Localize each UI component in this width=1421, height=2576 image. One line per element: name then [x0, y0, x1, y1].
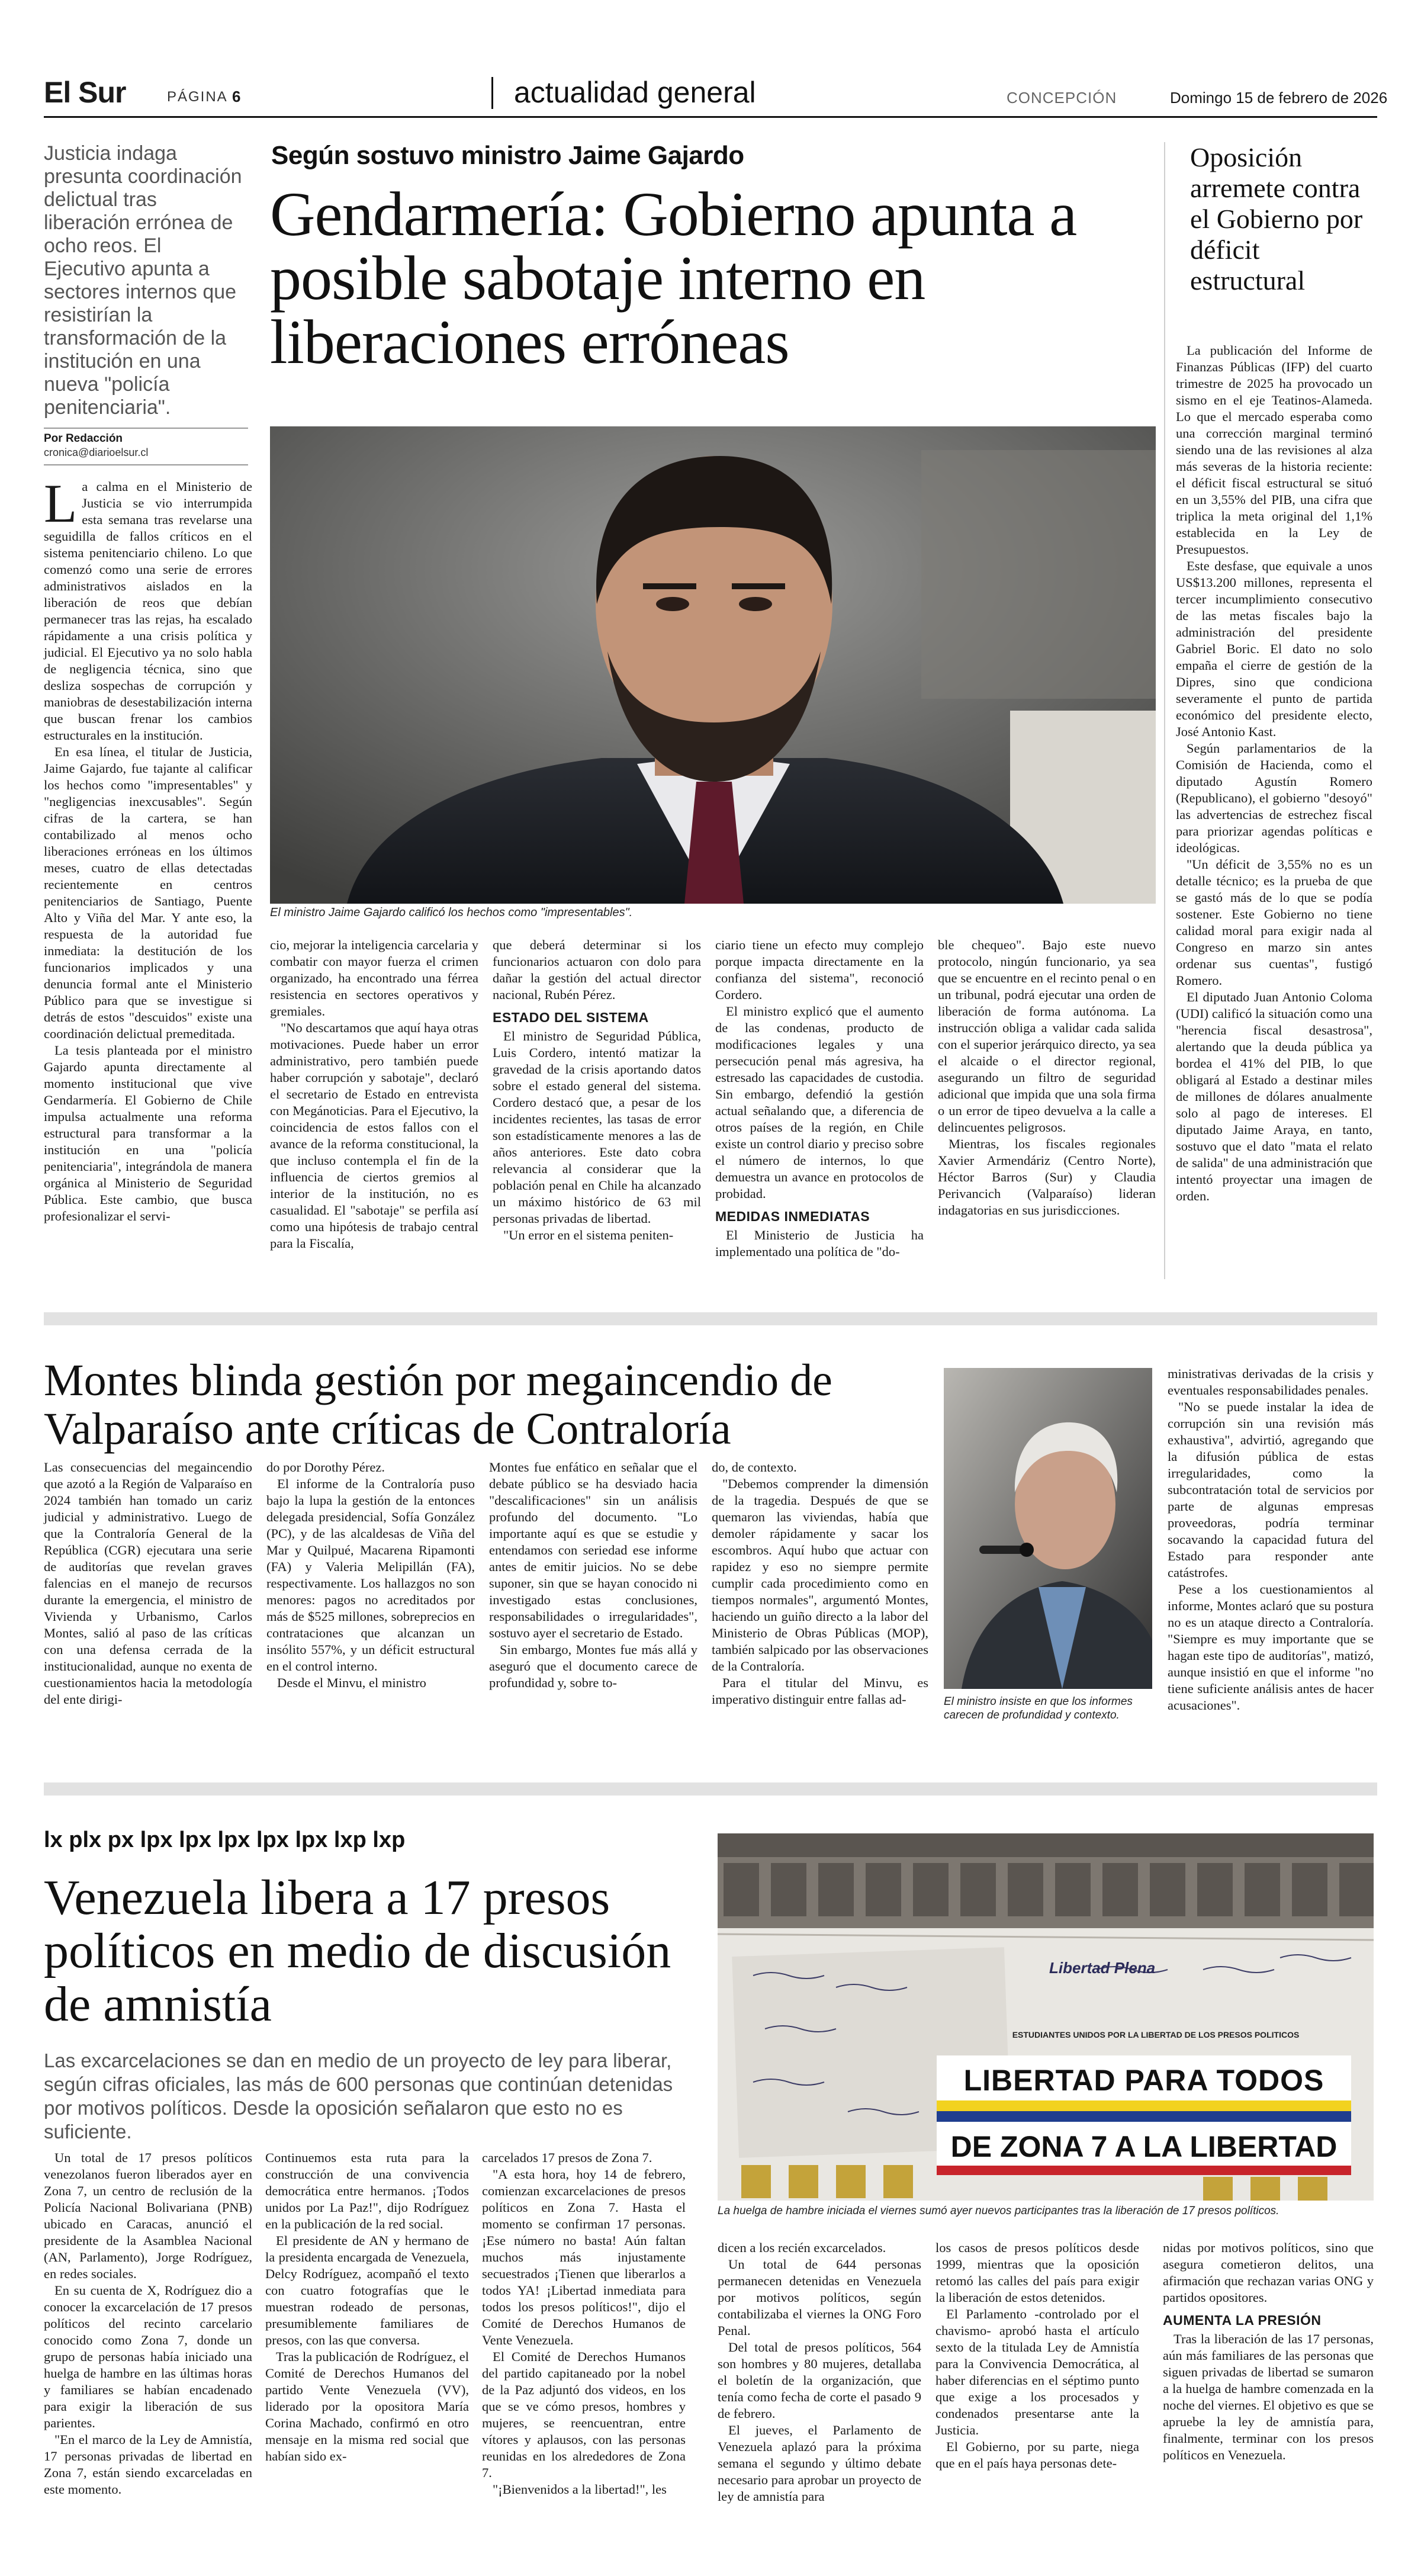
main-story-p5: "No descartamos que aquí haya otras motivaciones. Puede haber un error administrativo, pero también puede haber corrupción y sabotaje", declaró el secretario de Estado en entrevista con Megánoticias. Para el Ejecutivo, la coincidencia de estos fallos con el avance de la reforma constitucional, la que incluso contempla el fin de la influencia de ciertos gremios al interior de la institución, no es casualidad. El "sabotaje" se perfila así como una hipótesis de trabajo central para la Fiscalía, [270, 1020, 478, 1251]
subhead-aumenta-la-presion: AUMENTA LA PRESIÓN [1163, 2312, 1322, 2328]
montes-col-3 [489, 1459, 697, 1691]
venezuela-p15: los casos de presos políticos desde 1999, mientras que la oposición retomó las calles del país para exigir la liberación de estos detenidos. [935, 2240, 1139, 2305]
montes-col-2 [266, 1459, 475, 1691]
gajardo-photo [270, 426, 1156, 904]
venezuela-p3: "En el marco de la Ley de Amnistía, 17 personas privadas de libertad en Zona 7, están siendo excarceladas en este momento. [44, 2432, 252, 2497]
side-story-headline: Oposición arremete contra el Gobierno por déficit estructural [1190, 142, 1363, 295]
side-story-p2: Este desfase, que equivale a unos US$13.200 millones, representa el tercer incumplimiento consecutivo de las metas fiscales bajo la administración del presidente Gabriel Boric. El dato no solo empaña el cierre de gestión de la Dipres, sino que condiciona severamente el punto de partida económico del presidente electo, José Antonio Kast. [1176, 558, 1372, 739]
main-story-p8: "Un error en el sistema peniten- [503, 1228, 674, 1242]
masthead-section: actualidad general [514, 76, 756, 109]
venezuela-p11: dicen a los recién excarcelados. [718, 2240, 886, 2255]
main-story-p3: La tesis planteada por el ministro Gajardo apunta directamente al momento institucional que vive Gendarmería. El Gobierno de Chile impulsa actualmente una reforma estructural para transformar a la institución en una "policía penitenciaria", integrándola de manera orgánica al Ministerio de Seguridad Pública. Este cambio, que busca profesionalizar el servi- [44, 1043, 252, 1223]
main-story-p12: ble chequeo". Bajo este nuevo protocolo, ningún funcionario, ya sea que se encuentre en el recinto penal o en un tribunal, podrá ejecutar una orden de liberación de forma autónoma. La instrucción obliga a validar cada salida con el superior jerárquico directo, ya sea el alcaide o el director regional, asegurando un filtro de seguridad adicional que impida que una sola firma o un error de tipeo devuelva a la calle a delincuentes peligrosos. [938, 937, 1156, 1135]
banner-libertad-para-todos: LIBERTAD PARA TODOS [963, 2064, 1324, 2097]
venezuela-protest-photo [718, 1833, 1374, 2201]
venezuela-p1: Un total de 17 presos políticos venezolanos fueron liberados ayer en Zona 7, un centro de reclusión de la Policía Nacional Bolivariana (PNB) ubicado en Caracas, anunció el presidente de la Asamblea Nacional (AN, Parlamento), Jorge Rodríguez, en redes sociales. [44, 2150, 252, 2281]
venezuela-p10: "¡Bienvenidos a la libertad!", les [493, 2482, 667, 2497]
main-story-col-4 [715, 937, 924, 1260]
venezuela-col-1 [44, 2150, 252, 2498]
venezuela-p13: Del total de presos políticos, 564 son hombres y 80 mujeres, detallaba el boletín de la organización, que tenía como fecha de corte el pasado 9 de febrero. [718, 2340, 921, 2421]
montes-p4: Desde el Minvu, el ministro [277, 1675, 426, 1690]
byline-label: Por Redacción [44, 432, 123, 445]
venezuela-col-4 [718, 2240, 921, 2505]
masthead-divider [491, 77, 493, 109]
venezuela-p12: Un total de 644 personas permanecen detenidas en Venezuela por motivos políticos, según contabilizaba el viernes la ONG Foro Penal. [718, 2257, 921, 2338]
section-separator-1 [44, 1312, 1377, 1325]
side-story-p4: "Un déficit de 3,55% no es un detalle técnico; es la prueba de que se gastó más de lo que se podía sostener. Este Gobierno no tiene calidad moral para exigir nada al Congreso en marzo sin antes ordenar sus cuentas", fustigó Romero. [1176, 857, 1372, 988]
main-story-p6: que deberá determinar si los funcionarios actuaron con dolo para dañar la gestión del actual director nacional, Rubén Pérez. [493, 937, 701, 1002]
side-story-p5: El diputado Juan Antonio Coloma (UDI) calificó la situación como una "herencia fiscal desastrosa", alertando que la deuda pública ya bordea el 41% del PIB, lo que obligará al Estado a destinar miles de millones de dólares anualmente solo al pago de intereses. El diputado Jaime Araya, en tanto, sostuvo que el dato "mata el relato de salida" de una administración que intentó proyectar una imagen de orden. [1176, 990, 1372, 1203]
venezuela-p7: carcelados 17 presos de Zona 7. [482, 2150, 652, 2165]
summary-divider [44, 428, 248, 429]
venezuela-p6: Tras la publicación de Rodríguez, el Comité de Derechos Humanos del partido Vente Venezuela (VV), liderado por la opositora María Corina Machado, confirmó en otro mensaje en la misma red social que habían sido ex- [265, 2349, 469, 2463]
venezuela-p16: El Parlamento -controlado por el chavismo- aprobó hasta el artículo sexto de la titulada Ley de Amnistía para la Convivencia Democrática, al haber diferencias en el séptimo punto que exige a los procesados y condenados presentarse ante la Justicia. [935, 2307, 1139, 2437]
byline-email: cronica@diarioelsur.cl [44, 447, 149, 458]
venezuela-kicker: lx plx px lpx lpx lpx lpx lpx lxp lxp [44, 1827, 406, 1852]
subhead-estado-del-sistema: ESTADO DEL SISTEMA [493, 1010, 649, 1025]
venezuela-col-2 [265, 2150, 469, 2465]
montes-p7: do, de contexto. [712, 1460, 797, 1475]
gajardo-photo-caption: El ministro Jaime Gajardo calificó los hechos como "impresentables". [270, 906, 633, 919]
masthead-paper-name: El Sur [44, 76, 126, 109]
venezuela-p5: El presidente de AN y hermano de la presidenta encargada de Venezuela, Delcy Rodríguez, acompañó el texto con cuatro fotografías que le muestran rodeado de personas, presumiblemente familiares de presos, con las que conversa. [265, 2233, 469, 2347]
masthead-date: Domingo 15 de febrero de 2026 [1170, 89, 1388, 107]
venezuela-photo-caption: La huelga de hambre iniciada el viernes sumó ayer nuevos participantes tras la liberación de 17 presos políticos. [718, 2205, 1279, 2217]
main-story-col-1 [44, 473, 252, 1225]
side-story-p1: La publicación del Informe de Finanzas Públicas (IFP) del cuarto trimestre de 2025 ha provocado un sismo en el eje Teatinos-Alameda. Lo que el mercado esperaba como una corrección marginal terminó siendo una de las revisiones al alza más severas de la historia reciente: el déficit fiscal estructural se situó en un 3,55% del PIB, una cifra que triplica la meta original del 1,1% establecida en la Ley de Presupuestos. [1176, 343, 1372, 557]
masthead-rule [44, 116, 1377, 118]
masthead-page-number: 6 [232, 88, 241, 105]
montes-col-4 [712, 1459, 928, 1708]
venezuela-col-6 [1163, 2240, 1374, 2463]
venezuela-p19: Tras la liberación de las 17 personas, aún más familiares de las personas que siguen privadas de libertad se sumaron a la huelga de hambre comenzada en la noche del viernes. El objetivo es que se apruebe la ley de amnistía para, finalmente, terminar con los presos políticos en Venezuela. [1163, 2331, 1374, 2462]
byline-divider [44, 464, 248, 465]
banner-libertad-plena: Libertad Plena [1049, 1959, 1156, 1977]
montes-portrait-image [944, 1368, 1152, 1689]
side-story-p3: Según parlamentarios de la Comisión de Hacienda, como el diputado Agustín Romero (Republicano), el gobierno "desoyó" las advertencias de estrechez fiscal para priorizar agendas políticas e ideológicas. [1176, 741, 1372, 855]
main-story-p10: El ministro explicó que el aumento de las condenas, producto de modificaciones legales y una persecución penal más agresiva, ha estresado las capacidades de custodia. Sin embargo, defendió la gestión actual señalando que, a diferencia de otros países de la región, en Chile existe un control diario y preciso sobre el número de internos, lo que demuestra un avance en protocolos de probidad. [715, 1004, 924, 1201]
montes-photo [944, 1368, 1152, 1689]
venezuela-p18: nidas por motivos políticos, sino que asegura cometieron delitos, una afirmación que rechazan varias ONG y partidos opositores. [1163, 2240, 1374, 2305]
story-headline: Gendarmería: Gobierno apunta a posible sabotaje interno en liberaciones erróneas [270, 179, 1077, 377]
montes-p12: Pese a los cuestionamientos al informe, Montes aclaró que su postura no es un ataque directo a Contraloría. "Siempre es muy importante que se hagan este tipo de auditorías", matizó, aunque insistió en que el informe "no tiene suficiente análisis antes de hacer acusaciones". [1168, 1582, 1374, 1713]
venezuela-p14: El jueves, el Parlamento de Venezuela aplazó para la próxima semana el segundo y último debate necesario para aprobar un proyecto de ley de amnistía para [718, 2423, 921, 2504]
venezuela-p17: El Gobierno, por su parte, niega que en el país haya personas dete- [935, 2439, 1139, 2471]
montes-p8: "Debemos comprender la dimensión de la tragedia. Después de que se quemaron las viviendas, había que demoler rápidamente y sacar los escombros. Aquí hubo que actuar con rapidez y eso no siempre permite cumplir cada procedimiento como en tiempos normales", argumentó Montes, haciendo un guiño directo a la labor del Ministerio de Obras Públicas (MOP), también salpicado por las observaciones de la Contraloría. [712, 1476, 928, 1674]
section-separator-2 [44, 1782, 1377, 1796]
venezuela-p2: En su cuenta de X, Rodríguez dio a conocer la excarcelación de 17 presos políticos del recinto carcelario conocido como Zona 7, donde un grupo de personas había iniciado una huelga de hambre en las últimas horas y familiares se habían encadenado para exigir la liberación de sus parientes. [44, 2283, 252, 2430]
subhead-medidas-inmediatas: MEDIDAS INMEDIATAS [715, 1209, 870, 1224]
venezuela-p4: Continuemos esta ruta para la construcción de una convivencia democrática entre hermanos. ¡Todos unidos por La Paz!", dijo Rodríguez en la publicación de la red social. [265, 2150, 469, 2231]
summary-lede: Justicia indaga presunta coordinación delictual tras liberación errónea de ocho reos. El Ejecutivo apunta a sectores internos que resistirían la transformación de la institución en una nueva "policía penitenciaria". [44, 142, 242, 419]
montes-p9: Para el titular del Minvu, es imperativo distinguir entre fallas ad- [712, 1675, 928, 1707]
montes-p2: do por Dorothy Pérez. [266, 1460, 385, 1475]
main-story-p7: El ministro de Seguridad Pública, Luis Cordero, intentó matizar la gravedad de la crisis aportando datos sobre el estado general del sistema. Cordero destacó que, a pesar de los incidentes recientes, las tasas de error son estadísticamente menores a las de años anteriores. Este dato cobra relevancia al considerar que la población penal en Chile ha alcanzado un máximo histórico de 63 mil personas privadas de libertad. [493, 1029, 701, 1226]
main-story-p13: Mientras, los fiscales regionales Xavier Armendáriz (Centro Norte), Héctor Barros (Sur) y Claudia Perivancich (Valparaíso) lideran indagatorias en sus jurisdicciones. [938, 1136, 1156, 1218]
venezuela-deck: Las excarcelaciones se dan en medio de un proyecto de ley para liberar, según cifras oficiales, las más de 600 personas que continúan detenidas por motivos políticos. Desde la oposición señalaron que esto no es suficiente. [44, 2050, 673, 2143]
venezuela-col-3 [482, 2150, 686, 2498]
montes-p5: Montes fue enfático en señalar que el debate público se ha desviado hacia "descalificaciones" sin un análisis profundo del documento. "Lo importante aquí es que se estudie y entendamos con seriedad ese informe antes de emitir juicios. No se debe suponer, sin que se hayan conocido ni investigado estas conclusiones, responsabilidades o irregularidades", sostuvo ayer el secretario de Estado. [489, 1460, 697, 1640]
banner-students-line: ESTUDIANTES UNIDOS POR LA LIBERTAD DE LOS PRESOS POLITICOS [1012, 2030, 1300, 2039]
montes-p6: Sin embargo, Montes fue más allá y aseguró que el documento carece de profundidad y, sobre to- [489, 1642, 697, 1690]
venezuela-p9: El Comité de Derechos Humanos del partido capitaneado por la nobel de la Paz adjuntó dos videos, en los que se ve cómo presos, hombres y mujeres, se reencuentran, entre vítores y aplausos, con las personas reunidas en los alrededores de Zona 7. [482, 2349, 686, 2480]
main-story-col-5 [938, 937, 1156, 1219]
main-story-p11: El Ministerio de Justicia ha implementado una política de "do- [715, 1228, 924, 1259]
venezuela-p8: "A esta hora, hoy 14 de febrero, comienzan excarcelaciones de presos políticos en Zona 7. Hasta el momento se confirman 17 personas. ¡Ese número no basta! Aún faltan muchos más injustamente secuestrados ¡Tienen que liberarlos a todos YA! ¡Libertad inmediata para todos los presos políticos!", dijo el Comité de Derechos Humanos de Vente Venezuela. [482, 2167, 686, 2347]
side-story-body [1176, 342, 1372, 1205]
montes-p1: Las consecuencias del megaincendio que azotó a la Región de Valparaíso en 2024 también han tomado un cariz judicial y administrativo. Luego de que la Contraloría General de la República (CGR) ejecutara una serie de auditorías que revelan graves falencias en el manejo de recursos durante la emergencia, el ministro de Vivienda y Urbanismo, Carlos Montes, salió al paso de las críticas con una defensa cerrada de la institucionalidad, aunque no exenta de cuestionamientos hacia la metodología del ente dirigi- [44, 1460, 252, 1707]
masthead-page-label: PÁGINA [167, 89, 228, 105]
main-story-col-2 [270, 937, 478, 1252]
main-story-p9: ciario tiene un efecto muy complejo porque impacta directamente en la confianza del sistema", reconoció Cordero. [715, 937, 924, 1002]
banner-zona-7: DE ZONA 7 A LA LIBERTAD [950, 2130, 1338, 2163]
montes-col-1 [44, 1459, 252, 1708]
main-story-p1: La calma en el Ministerio de Justicia se vio interrumpida esta semana tras revelarse una seguidilla de fallos críticos en el sistema penitenciario chileno. Lo que comenzó como una serie de errores administrativos aislados en la liberación de reos que debían permanecer tras las rejas, ha escalado rápidamente a una crisis política y judicial. El Ejecutivo ya no solo habla de negligencia técnica, sino que desliza sospechas de corrupción y maniobras de desestabilización interna que buscan frenar los cambios estructurales en la institución. [44, 473, 252, 743]
main-story-col-3 [493, 937, 701, 1244]
main-story-p2: En esa línea, el titular de Justicia, Jaime Gajardo, fue tajante al calificar los hechos como "impresentables" y "negligencias inexcusables". Según cifras de la cartera, se han contabilizado al menos ocho liberaciones erróneas en los últimos meses, cuatro de ellas detectadas recientemente en centros penitenciarios de Santiago, Puente Alto y Viña del Mar. Y ante eso, la respuesta de la autoridad fue inmediata: la destitución de los funcionarios implicados y una denuncia formal ante el Ministerio Público para que se investigue si detrás de estos "descuidos" existe una coordinación delictual premeditada. [44, 744, 252, 1041]
venezuela-headline: Venezuela libera a 17 presos políticos en medio de discusión de amnistía [44, 1870, 671, 2032]
montes-col-5 [1168, 1366, 1374, 1714]
montes-headline: Montes blinda gestión por megaincendio de Valparaíso ante críticas de Contraloría [44, 1356, 832, 1454]
main-story-p4: cio, mejorar la inteligencia carcelaria y combatir con mayor fuerza el crimen organizado, ha encontrado una férrea resistencia en sectores operativos y gremiales. [270, 937, 478, 1019]
masthead-city: CONCEPCIÓN [1007, 89, 1117, 107]
gajardo-portrait-image [270, 426, 1156, 904]
montes-p11: "No se puede instalar la idea de corrupción sin una revisión más exhaustiva", advirtió, agregando que la difusión pública de estas irregularidades, como la subcontratación total de servicios por parte de algunas empresas proveedoras, podría terminar socavando la capacidad futura del Estado para responder ante catástrofes. [1168, 1399, 1374, 1580]
venezuela-col-5 [935, 2240, 1139, 2472]
montes-p3: El informe de la Contraloría puso bajo la lupa la gestión de la entonces delegada presidencial, Sofía González (PC), y de las alcaldesas de Viña del Mar y Quilpué, Macarena Ripamonti (FA) y Valeria Melipillán (FA), respectivamente. Los hallazgos no son menores: pagos no acreditados por más de $525 millones, sobreprecios en contrataciones que alcanzan un insólito 557%, y un déficit estructural en el control interno. [266, 1476, 475, 1674]
story-kicker: Según sostuvo ministro Jaime Gajardo [271, 141, 744, 170]
montes-p10: ministrativas derivadas de la crisis y eventuales responsabilidades penales. [1168, 1366, 1374, 1398]
right-rail-divider [1164, 142, 1165, 1279]
montes-photo-caption: El ministro insiste en que los informes carecen de profundidad y contexto. [944, 1695, 1133, 1721]
